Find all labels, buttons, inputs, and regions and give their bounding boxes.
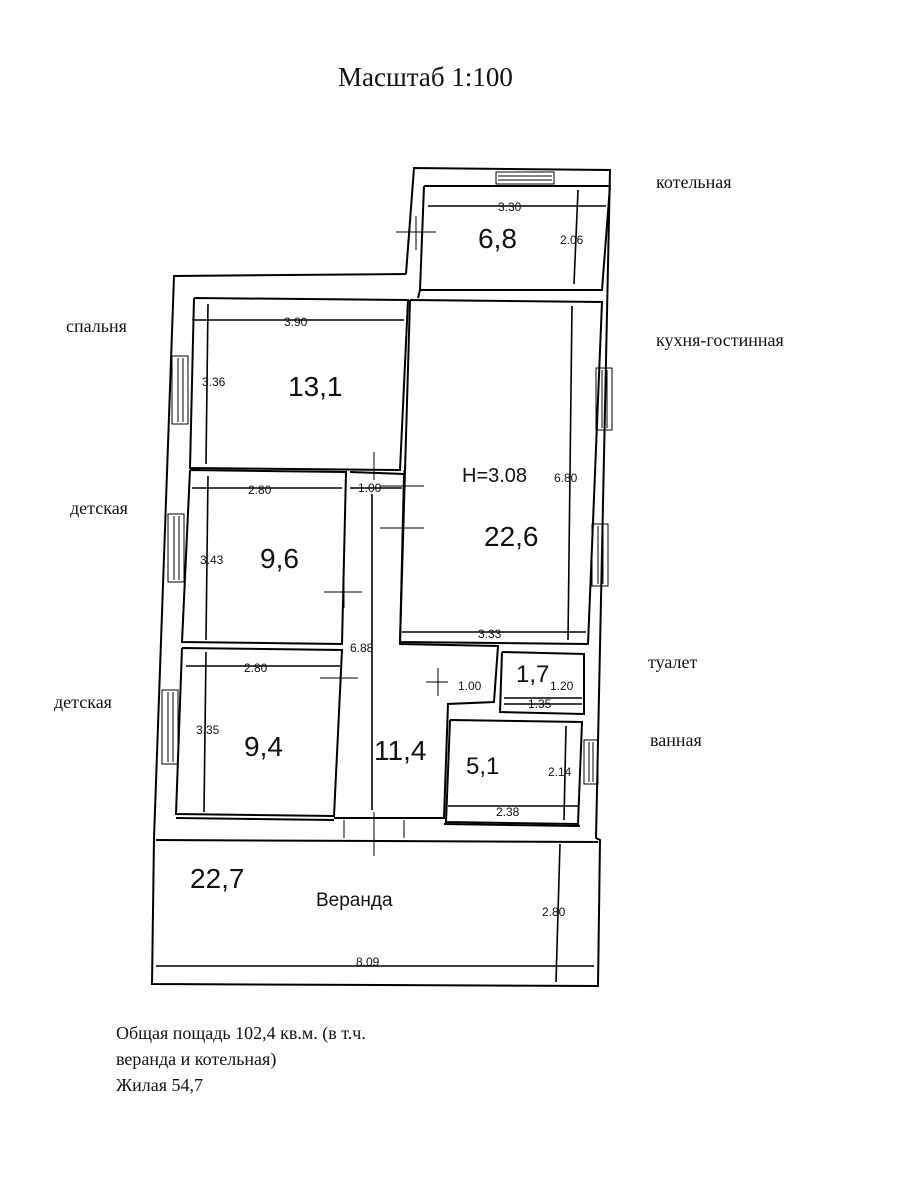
- label-bedroom: спальня: [66, 316, 127, 336]
- bedroom-area: 13,1: [288, 371, 343, 402]
- window-bedroom: [172, 356, 188, 424]
- bath-area: 5,1: [466, 753, 500, 780]
- note-total-area-detail: веранда и котельная): [116, 1049, 277, 1069]
- toilet-area: 1,7: [516, 661, 550, 688]
- dimension-labels: [196, 200, 584, 969]
- children1-area: 9,6: [260, 543, 299, 574]
- dim-toilet-width: 1.20: [550, 679, 574, 693]
- dim-bath-width: 2.38: [496, 805, 520, 819]
- label-children-2: детская: [54, 692, 112, 712]
- dim-bedroom-depth: 3.36: [202, 375, 226, 389]
- window-children-2: [162, 690, 178, 764]
- window-children-1: [168, 514, 184, 582]
- dim-hall-width: 1.00: [358, 481, 382, 495]
- boiler-area: 6,8: [478, 223, 517, 254]
- windows: [162, 172, 612, 784]
- dim-kitchen-width: 3.33: [478, 627, 502, 641]
- dim-boiler-depth: 2.06: [560, 233, 584, 247]
- dim-children2-width: 2.80: [244, 661, 268, 675]
- note-living-area: Жилая 54,7: [116, 1075, 204, 1095]
- dim-kitchen-depth: 6.80: [554, 471, 578, 485]
- label-kitchen-living: кухня-гостинная: [656, 330, 784, 350]
- dim-bedroom-width: 3.90: [284, 315, 308, 329]
- dim-corridor-width: 1.00: [458, 679, 482, 693]
- children2-area: 9,4: [244, 731, 283, 762]
- kitchen-area: 22,6: [484, 521, 539, 552]
- dim-children2-depth: 3.35: [196, 723, 220, 737]
- dim-hall-length: 6.88: [350, 641, 374, 655]
- area-notes: [116, 1020, 496, 1098]
- window-bath: [584, 740, 598, 784]
- veranda-name: Веранда: [316, 890, 393, 911]
- veranda-area: 22,7: [190, 863, 245, 894]
- label-toilet: туалет: [648, 652, 698, 672]
- dim-toilet-depth: 1.35: [528, 697, 552, 711]
- dim-veranda-depth: 2.80: [542, 905, 566, 919]
- dim-boiler-width: 3.30: [498, 200, 522, 214]
- dim-children1-depth: 3.43: [200, 553, 224, 567]
- window-boiler: [496, 172, 554, 184]
- label-boiler-room: котельная: [656, 172, 732, 192]
- scale-title: Масштаб 1:100: [338, 62, 513, 92]
- note-total-area: Общая пощадь 102,4 кв.м. (в т.ч.: [116, 1023, 366, 1043]
- hall-area: 11,4: [374, 735, 427, 766]
- dim-children1-width: 2.80: [248, 483, 272, 497]
- window-kitchen-2: [592, 524, 608, 586]
- ceiling-height: H=3.08: [462, 465, 528, 487]
- label-children-1: детская: [70, 498, 128, 518]
- dim-bath-depth: 2.14: [548, 765, 572, 779]
- label-bathroom: ванная: [650, 730, 702, 750]
- dim-veranda-width: 8.09: [356, 955, 380, 969]
